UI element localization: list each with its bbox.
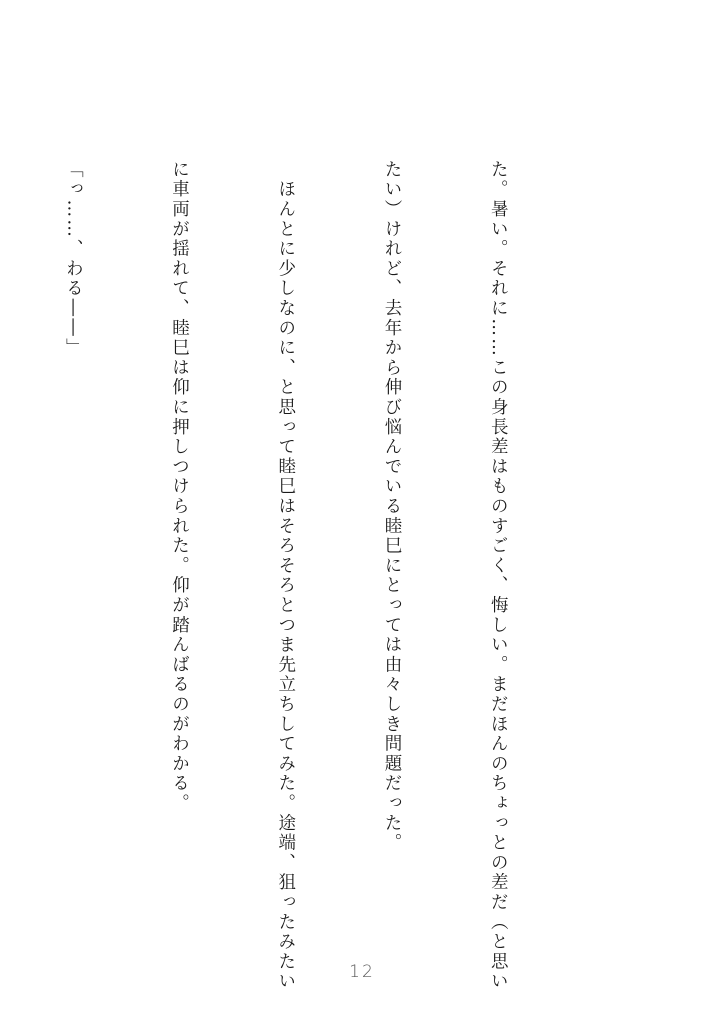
text-line: ほんとに少しなのに、と思って睦巳はそろそろとつま先立ちしてみた。途端、狙ったみたい [275, 160, 296, 992]
text-line: に車両が揺れて、睦巳は仰に押しつけられた。仰が踏んばるのがわかる。 [169, 160, 190, 814]
page-number: 12 [349, 962, 375, 982]
text-line: た。暑い。それに……この身長差はものすごく、悔しい。まだほんのちょっとの差だ（と思い [488, 160, 509, 992]
text-line: たい）けれど、去年から伸び悩んでいる睦巳にとっては由々しき問題だった。 [381, 160, 402, 853]
text-line: 「っ……、わる――」 [63, 160, 84, 358]
